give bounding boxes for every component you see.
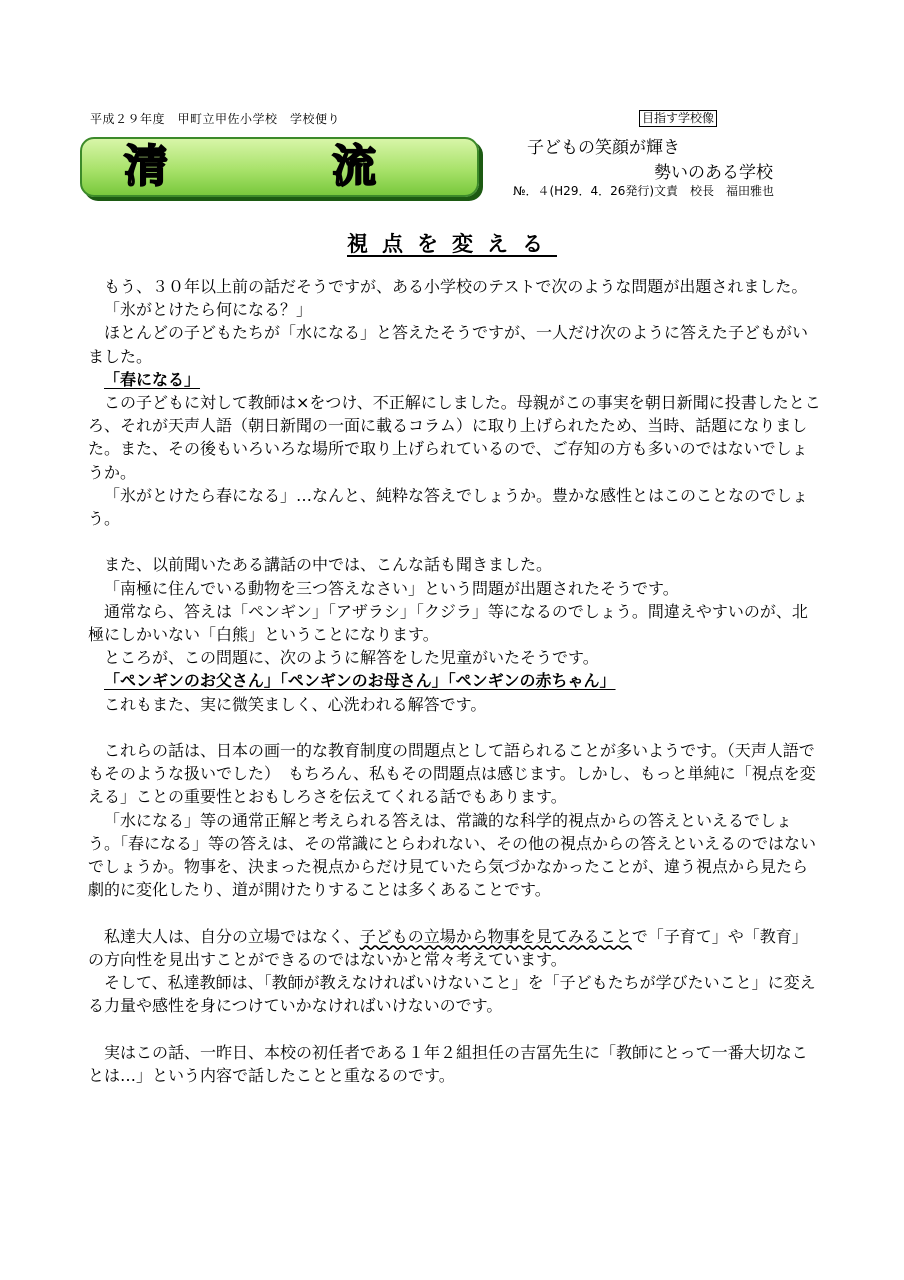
paragraph-15-part-a: 私達大人は、自分の立場ではなく、 <box>104 926 360 946</box>
paragraph-3: ほとんどの子どもたちが「水になる」と答えたそうですが、一人だけ次のように答えた子どもがいました。 <box>88 323 809 366</box>
school-info: 平成２９年度 甲町立甲佐小学校 学校便り <box>90 112 341 126</box>
article-title <box>0 228 904 258</box>
spacer <box>88 716 823 739</box>
paragraph-9: 通常なら、答えは「ペンギン」「アザラシ」「クジラ」等になるのでしょう。間違えやすいのが、北極にしかいない「白熊」ということになります。 <box>88 601 808 645</box>
paragraph-7: また、以前聞いたある講話の中では、こんな話も聞きました。 <box>104 555 553 575</box>
article-title-text: 視点を変える <box>347 232 557 256</box>
motto-line-2: 勢いのある学校 <box>654 163 773 183</box>
paragraph-12: これもまた、実に微笑ましく、心洗われる解答です。 <box>104 694 487 714</box>
paragraph-8: 「南極に住んでいる動物を三つ答えなさい」という問題が出題されたそうです。 <box>104 578 679 598</box>
motto-label: 目指す学校像 <box>639 110 717 127</box>
paragraph-6: 「氷がとけたら春になる」…なんと、純粋な答えでしょうか。豊かな感性とはこのことなのでしょう。 <box>88 485 809 529</box>
paragraph-5: この子どもに対して教師は×をつけ、不正解にしました。母親がこの事実を朝日新聞に投書したところ、それが天声人語（朝日新聞の一面に載るコラム）に取り上げられたため、当時、話題になりました。また、その後もいろいろな場所で取り上げられているので、ご存知の方も多いのではないでしょうか。 <box>88 393 821 482</box>
logo-char-2: 流 <box>332 141 376 192</box>
paragraph-15 <box>88 925 823 971</box>
paragraph-1: もう、３０年以上前の話だそうですが、ある小学校のテストで次のような問題が出題されました。 <box>104 277 808 296</box>
logo-char-1: 清 <box>124 141 168 192</box>
answer-penguins: 「ペンギンのお父さん」「ペンギンのお母さん」「ペンギンの赤ちゃん」 <box>104 671 616 691</box>
paragraph-17: 実はこの話、一昨日、本校の初任者である１年２組担任の吉冨先生に「教師にとって一番大切なことは…」という内容で話したことと重なるのです。 <box>88 1042 808 1085</box>
issue-info: №．４(H29．4．26発行)文責 校長 福田雅也 <box>513 184 775 198</box>
paragraph-2: 「氷がとけたら何になる？」 <box>104 300 313 320</box>
paragraph-16: そして、私達教師は、「教師が教えなければいけないこと」を「子どもたちが学びたいこと」に変える力量や感性を身につけていかなければいけないのです。 <box>88 973 816 1016</box>
spacer <box>88 530 823 553</box>
paragraph-10: ところが、この問題に、次のように解答をした児童がいたそうです。 <box>104 648 599 668</box>
motto-line-1: 子どもの笑顔が輝き <box>527 138 680 158</box>
paragraph-4 <box>88 368 823 391</box>
paragraph-13: これらの話は、日本の画一的な教育制度の問題点として語られることが多いようです。（天声人語でもそのような扱いでした） もちろん、私もその問題点は感じます。しかし、もっと単純に「視点を変える」ことの重要性とおもしろさを伝えてくれる話でもあります。 <box>88 741 816 807</box>
spacer <box>88 901 823 924</box>
answer-spring: 「春になる」 <box>104 369 201 389</box>
paragraph-15-part-c: で「子育て」や「教育」の方向性を見出すことができるのではないかと常々考えています。 <box>88 926 808 969</box>
paragraph-11 <box>88 669 823 692</box>
emphasis-child-perspective: 子どもの立場から物事を見てみること <box>359 926 632 946</box>
spacer <box>88 1017 823 1040</box>
paragraph-14: 「水になる」等の通常正解と考えられる答えは、常識的な科学的視点からの答えといえるでしょう。「春になる」等の答えは、その常識にとらわれない、その他の視点からの答えといえるのではないでしょうか。物事を、決まった視点からだけ見ていたら気づかなかったことが、違う視点から見たら劇的に変化したり、道が開けたりすることは多くあることです。 <box>88 810 817 900</box>
newsletter-logo <box>80 137 479 197</box>
article-body <box>88 275 823 1087</box>
